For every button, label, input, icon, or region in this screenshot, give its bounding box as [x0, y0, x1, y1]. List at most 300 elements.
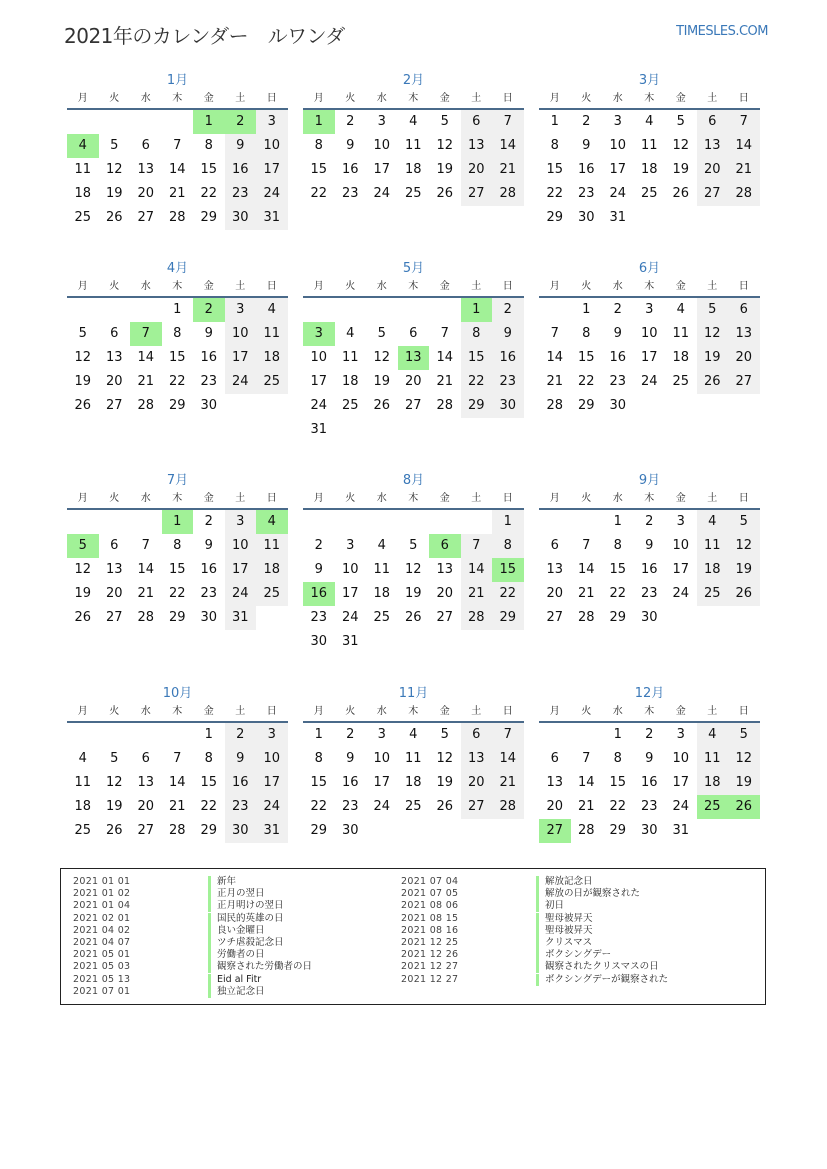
weekday-label: 火: [581, 706, 592, 717]
empty-day-cell: [225, 394, 257, 418]
day-cell: 27: [105, 398, 123, 413]
empty-day-cell: [429, 819, 461, 843]
weekday-label: 水: [376, 93, 387, 104]
weekday-label: 月: [549, 706, 560, 717]
week-row: [539, 322, 760, 346]
day-cell: 27: [105, 610, 123, 625]
week-row: [539, 558, 760, 582]
day-cell: 12: [436, 751, 454, 766]
week-row: [67, 558, 288, 582]
month-name: 5月: [402, 261, 425, 276]
weekday-label: 月: [77, 93, 88, 104]
weekday-label: 土: [471, 93, 482, 104]
week-row: [303, 346, 524, 370]
day-cell: 23: [225, 795, 257, 819]
day-cell: 6: [461, 110, 493, 134]
day-cell: 17: [672, 775, 690, 790]
week-row: [67, 322, 288, 346]
week-row: [303, 747, 524, 771]
empty-day-cell: [429, 510, 461, 534]
day-cell: 14: [728, 134, 760, 158]
day-cell: 29: [168, 398, 186, 413]
day-cell: 5: [440, 114, 449, 129]
holiday-date: 2021 12 27: [401, 961, 459, 973]
day-cell: 3: [303, 322, 335, 346]
day-cell: 26: [672, 186, 690, 201]
weekday-label: 土: [235, 93, 246, 104]
weekday-header: [303, 490, 524, 510]
day-cell: 17: [373, 775, 391, 790]
week-row: [303, 819, 524, 843]
day-cell: 11: [256, 322, 288, 346]
day-cell: 8: [613, 751, 622, 766]
empty-day-cell: [539, 723, 571, 747]
weekday-label: 木: [644, 93, 655, 104]
day-cell: 22: [168, 374, 186, 389]
holiday-date: 2021 05 01: [73, 949, 131, 961]
month-name: 3月: [638, 73, 661, 88]
empty-day-cell: [398, 510, 430, 534]
month-name: 1月: [166, 73, 189, 88]
day-cell: 3: [676, 727, 685, 742]
day-cell: 1: [582, 302, 591, 317]
holiday-date: 2021 07 05: [401, 888, 459, 900]
day-cell: 19: [105, 799, 123, 814]
day-cell: 10: [256, 134, 288, 158]
day-cell: 7: [173, 138, 182, 153]
day-cell: 6: [728, 298, 760, 322]
day-cell: 9: [645, 751, 654, 766]
day-cell: 15: [168, 350, 186, 365]
week-row: [303, 630, 524, 654]
day-cell: 14: [436, 350, 454, 365]
week-row: [303, 298, 524, 322]
day-cell: 9: [314, 562, 323, 577]
day-cell: 16: [225, 771, 257, 795]
weekday-label: 金: [203, 493, 214, 504]
holiday-date: 2021 07 01: [73, 985, 131, 997]
day-cell: 16: [640, 562, 658, 577]
day-cell: 15: [546, 162, 564, 177]
weekday-label: 月: [313, 281, 324, 292]
day-cell: 9: [204, 326, 213, 341]
day-cell: 26: [697, 370, 729, 394]
weekday-label: 月: [549, 493, 560, 504]
empty-day-cell: [303, 298, 335, 322]
day-cell: 6: [429, 534, 461, 558]
week-row: [539, 298, 760, 322]
day-cell: 2: [225, 723, 257, 747]
empty-day-cell: [366, 819, 398, 843]
day-cell: 20: [105, 586, 123, 601]
day-cell: 19: [697, 346, 729, 370]
day-cell: 28: [137, 610, 155, 625]
week-row: [67, 370, 288, 394]
empty-day-cell: [665, 606, 697, 630]
empty-day-cell: [366, 298, 398, 322]
day-cell: 24: [640, 374, 658, 389]
day-cell: 4: [377, 538, 386, 553]
day-cell: 31: [225, 606, 257, 630]
weekday-label: 水: [140, 281, 151, 292]
day-cell: 17: [310, 374, 328, 389]
day-cell: 23: [341, 799, 359, 814]
empty-day-cell: [99, 110, 131, 134]
day-cell: 21: [546, 374, 564, 389]
day-cell: 17: [609, 162, 627, 177]
day-cell: 20: [461, 771, 493, 795]
empty-day-cell: [665, 394, 697, 418]
weekday-label: 月: [313, 93, 324, 104]
day-cell: 13: [697, 134, 729, 158]
weekday-label: 金: [675, 706, 686, 717]
week-row: [303, 723, 524, 747]
day-cell: 28: [436, 398, 454, 413]
day-cell: 24: [256, 795, 288, 819]
day-cell: 6: [409, 326, 418, 341]
holiday-name: 観察された労働者の日: [208, 961, 407, 973]
day-cell: 26: [404, 610, 422, 625]
week-row: [67, 606, 288, 630]
weekday-label: 日: [502, 493, 513, 504]
week-row: [539, 795, 760, 819]
week-row: [539, 771, 760, 795]
day-cell: 20: [697, 158, 729, 182]
holiday-name: 解放記念日: [536, 876, 735, 888]
day-cell: 14: [492, 134, 524, 158]
day-cell: 29: [609, 823, 627, 838]
empty-day-cell: [398, 418, 430, 442]
weekday-label: 火: [581, 281, 592, 292]
month-1: [67, 72, 288, 230]
day-cell: 13: [398, 346, 430, 370]
empty-day-cell: [697, 394, 729, 418]
week-row: [303, 771, 524, 795]
week-row: [67, 346, 288, 370]
day-cell: 7: [582, 751, 591, 766]
day-cell: 16: [492, 346, 524, 370]
day-cell: 19: [105, 186, 123, 201]
holiday-name: 聖母被昇天: [536, 913, 735, 925]
weekday-label: 火: [109, 706, 120, 717]
weekday-label: 木: [408, 706, 419, 717]
holiday-name: 良い金曜日: [208, 925, 407, 937]
weekday-label: 金: [439, 706, 450, 717]
day-cell: 12: [672, 138, 690, 153]
empty-day-cell: [539, 298, 571, 322]
day-cell: 5: [67, 534, 99, 558]
day-cell: 12: [728, 747, 760, 771]
day-cell: 1: [193, 110, 225, 134]
day-cell: 11: [404, 138, 422, 153]
day-cell: 14: [461, 558, 493, 582]
day-cell: 23: [341, 186, 359, 201]
week-row: [303, 158, 524, 182]
week-row: [303, 582, 524, 606]
day-cell: 27: [539, 819, 571, 843]
day-cell: 1: [492, 510, 524, 534]
day-cell: 24: [310, 398, 328, 413]
day-cell: 22: [577, 374, 595, 389]
holiday-date: 2021 04 07: [73, 936, 131, 948]
day-cell: 2: [225, 110, 257, 134]
day-cell: 2: [492, 298, 524, 322]
week-row: [67, 771, 288, 795]
weekday-label: 日: [738, 93, 749, 104]
holiday-list: [60, 868, 766, 1005]
day-cell: 23: [640, 799, 658, 814]
weekday-label: 金: [675, 281, 686, 292]
empty-day-cell: [539, 510, 571, 534]
week-row: [303, 510, 524, 534]
weekday-header: [539, 703, 760, 723]
weekday-label: 土: [471, 706, 482, 717]
weekday-label: 水: [140, 706, 151, 717]
month-name: 10月: [162, 686, 193, 701]
week-row: [539, 206, 760, 230]
day-cell: 3: [377, 727, 386, 742]
empty-day-cell: [697, 819, 729, 843]
holiday-date: 2021 12 26: [401, 949, 459, 961]
weekday-label: 木: [408, 493, 419, 504]
day-cell: 30: [577, 210, 595, 225]
day-cell: 31: [341, 634, 359, 649]
day-cell: 27: [404, 398, 422, 413]
day-cell: 1: [162, 510, 194, 534]
holiday-date: 2021 12 27: [401, 973, 459, 985]
day-cell: 21: [577, 586, 595, 601]
weekday-label: 火: [345, 93, 356, 104]
week-row: [539, 346, 760, 370]
day-cell: 22: [492, 582, 524, 606]
holiday-name: 国民的英雄の日: [208, 913, 407, 925]
day-cell: 25: [404, 799, 422, 814]
day-cell: 6: [461, 723, 493, 747]
day-cell: 26: [105, 823, 123, 838]
day-cell: 24: [373, 799, 391, 814]
day-cell: 27: [461, 795, 493, 819]
day-cell: 13: [546, 775, 564, 790]
day-cell: 29: [461, 394, 493, 418]
day-cell: 31: [609, 210, 627, 225]
day-cell: 19: [672, 162, 690, 177]
weekday-label: 月: [77, 493, 88, 504]
weekday-label: 木: [644, 281, 655, 292]
month-name: 6月: [638, 261, 661, 276]
day-cell: 18: [404, 775, 422, 790]
holiday-date: 2021 01 04: [73, 900, 131, 912]
empty-day-cell: [571, 723, 603, 747]
day-cell: 18: [697, 558, 729, 582]
day-cell: 18: [373, 586, 391, 601]
weekday-label: 月: [549, 93, 560, 104]
day-cell: 8: [582, 326, 591, 341]
week-row: [539, 606, 760, 630]
holiday-name: ツチ虐殺記念日: [208, 937, 407, 949]
day-cell: 2: [193, 298, 225, 322]
week-row: [67, 510, 288, 534]
day-cell: 14: [168, 162, 186, 177]
weekday-header: [303, 90, 524, 110]
weekday-label: 火: [109, 93, 120, 104]
month-7: [67, 472, 288, 630]
day-cell: 10: [672, 751, 690, 766]
day-cell: 22: [609, 586, 627, 601]
day-cell: 7: [582, 538, 591, 553]
day-cell: 25: [640, 186, 658, 201]
day-cell: 21: [137, 374, 155, 389]
day-cell: 11: [672, 326, 690, 341]
day-cell: 24: [672, 799, 690, 814]
weekday-label: 日: [738, 493, 749, 504]
weekday-label: 火: [581, 493, 592, 504]
day-cell: 4: [697, 723, 729, 747]
week-row: [539, 819, 760, 843]
day-cell: 25: [373, 610, 391, 625]
holiday-name: 正月の翌日: [208, 888, 407, 900]
week-row: [67, 795, 288, 819]
day-cell: 27: [728, 370, 760, 394]
week-row: [539, 110, 760, 134]
day-cell: 19: [404, 586, 422, 601]
holiday-date: 2021 05 03: [73, 961, 131, 973]
weekday-label: 金: [203, 281, 214, 292]
empty-day-cell: [99, 510, 131, 534]
day-cell: 10: [310, 350, 328, 365]
week-row: [539, 510, 760, 534]
day-cell: 14: [137, 562, 155, 577]
day-cell: 10: [225, 322, 257, 346]
day-cell: 12: [436, 138, 454, 153]
day-cell: 19: [74, 374, 92, 389]
day-cell: 3: [613, 114, 622, 129]
weekday-label: 水: [612, 706, 623, 717]
day-cell: 30: [640, 610, 658, 625]
day-cell: 27: [436, 610, 454, 625]
empty-day-cell: [571, 510, 603, 534]
day-cell: 8: [204, 138, 213, 153]
day-cell: 15: [168, 562, 186, 577]
day-cell: 17: [640, 350, 658, 365]
day-cell: 25: [672, 374, 690, 389]
day-cell: 22: [546, 186, 564, 201]
weekday-label: 土: [471, 493, 482, 504]
day-cell: 3: [377, 114, 386, 129]
day-cell: 6: [141, 751, 150, 766]
day-cell: 9: [346, 751, 355, 766]
weekday-header: [67, 490, 288, 510]
day-cell: 4: [256, 510, 288, 534]
day-cell: 28: [577, 610, 595, 625]
day-cell: 29: [200, 823, 218, 838]
day-cell: 21: [577, 799, 595, 814]
empty-day-cell: [634, 206, 666, 230]
day-cell: 10: [256, 747, 288, 771]
day-cell: 3: [225, 510, 257, 534]
day-cell: 24: [225, 582, 257, 606]
week-row: [539, 158, 760, 182]
day-cell: 1: [550, 114, 559, 129]
day-cell: 25: [74, 823, 92, 838]
day-cell: 5: [110, 138, 119, 153]
week-row: [539, 747, 760, 771]
day-cell: 22: [461, 370, 493, 394]
day-cell: 5: [440, 727, 449, 742]
day-cell: 22: [310, 186, 328, 201]
day-cell: 8: [314, 751, 323, 766]
day-cell: 1: [204, 727, 213, 742]
day-cell: 9: [613, 326, 622, 341]
day-cell: 2: [346, 114, 355, 129]
week-row: [539, 582, 760, 606]
day-cell: 3: [676, 514, 685, 529]
weekday-label: 日: [266, 493, 277, 504]
day-cell: 11: [74, 775, 92, 790]
week-row: [67, 582, 288, 606]
day-cell: 6: [697, 110, 729, 134]
day-cell: 7: [173, 751, 182, 766]
day-cell: 2: [346, 727, 355, 742]
weekday-label: 土: [235, 706, 246, 717]
empty-day-cell: [162, 723, 194, 747]
day-cell: 18: [640, 162, 658, 177]
week-row: [539, 370, 760, 394]
day-cell: 22: [609, 799, 627, 814]
day-cell: 17: [341, 586, 359, 601]
day-cell: 7: [728, 110, 760, 134]
week-row: [67, 819, 288, 843]
day-cell: 10: [373, 751, 391, 766]
empty-day-cell: [335, 298, 367, 322]
day-cell: 26: [74, 398, 92, 413]
day-cell: 23: [310, 610, 328, 625]
month-name: 4月: [166, 261, 189, 276]
day-cell: 14: [137, 350, 155, 365]
day-cell: 11: [74, 162, 92, 177]
empty-day-cell: [665, 206, 697, 230]
day-cell: 16: [200, 350, 218, 365]
weekday-label: 水: [140, 493, 151, 504]
weekday-header: [303, 703, 524, 723]
day-cell: 5: [697, 298, 729, 322]
empty-day-cell: [492, 819, 524, 843]
day-cell: 12: [74, 562, 92, 577]
weekday-label: 日: [266, 281, 277, 292]
week-row: [539, 723, 760, 747]
day-cell: 12: [105, 162, 123, 177]
day-cell: 26: [373, 398, 391, 413]
site-logo[interactable]: TIMESLES.COM: [676, 24, 768, 39]
holiday-date: 2021 08 06: [401, 900, 459, 912]
month-6: [539, 260, 760, 418]
day-cell: 1: [173, 302, 182, 317]
day-cell: 22: [200, 186, 218, 201]
day-cell: 15: [461, 346, 493, 370]
weekday-label: 日: [266, 706, 277, 717]
weekday-label: 土: [235, 493, 246, 504]
day-cell: 5: [110, 751, 119, 766]
day-cell: 17: [672, 562, 690, 577]
day-cell: 8: [461, 322, 493, 346]
day-cell: 15: [577, 350, 595, 365]
empty-day-cell: [99, 298, 131, 322]
weekday-label: 木: [172, 281, 183, 292]
day-cell: 17: [256, 771, 288, 795]
weekday-label: 月: [77, 706, 88, 717]
holiday-name: 新年: [208, 876, 407, 888]
empty-day-cell: [99, 723, 131, 747]
empty-day-cell: [256, 394, 288, 418]
